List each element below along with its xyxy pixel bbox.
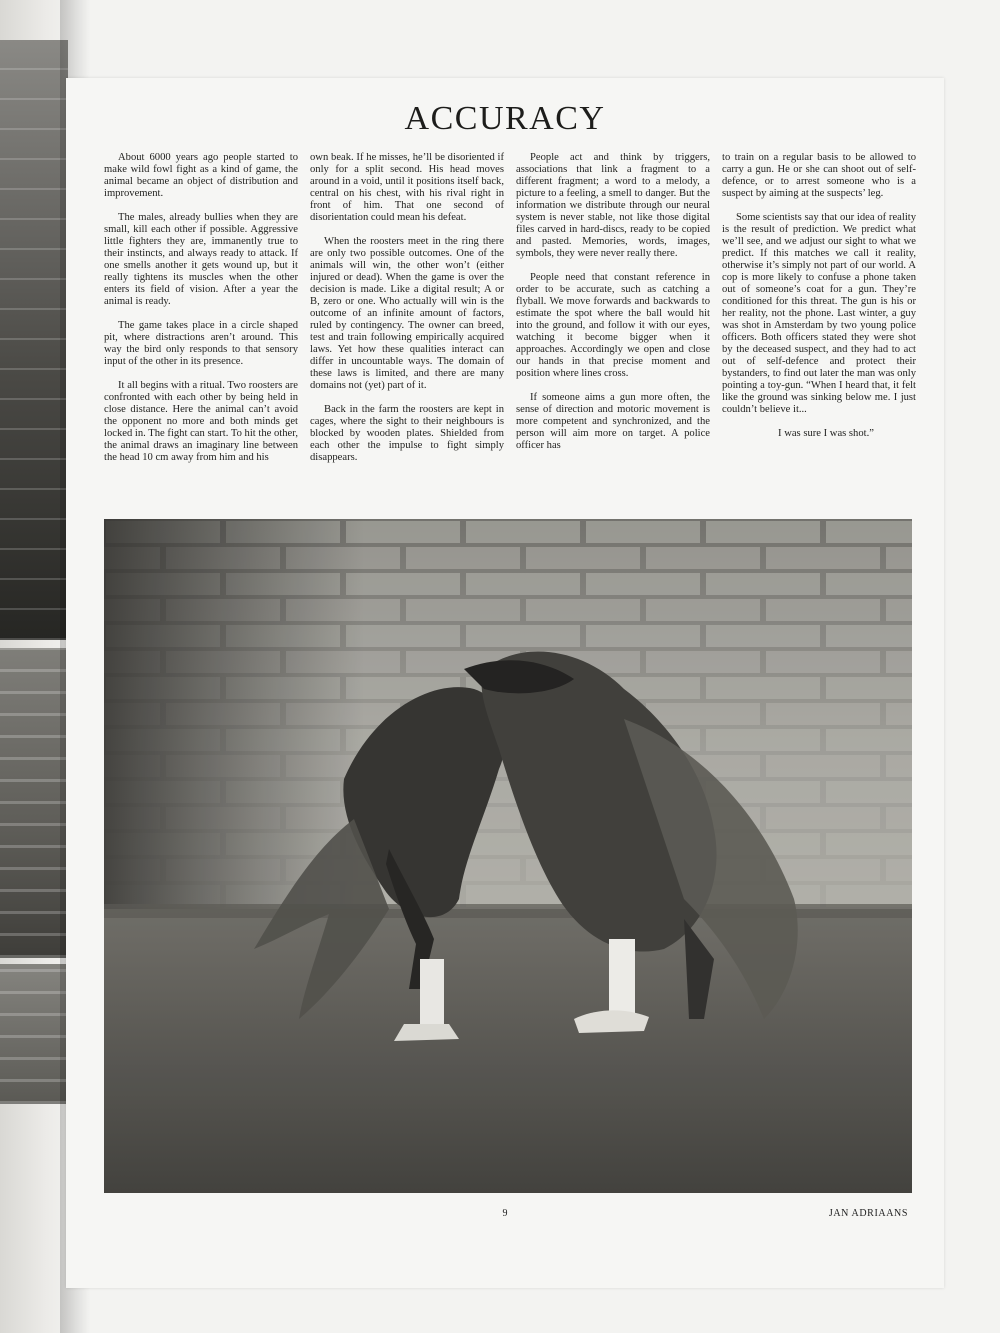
adjacent-photo-middle — [0, 648, 68, 958]
magazine-page — [66, 78, 944, 1288]
text-column-1 — [104, 152, 298, 572]
text-column-2 — [310, 152, 504, 572]
paragraph: I was sure I was shot.” — [778, 428, 874, 439]
paragraph: own beak. If he misses, he’ll be disoriented if only for a split second. His head moves around in a void, until it positions itself back, central on his chest, with his rival right in front of him. That one second of disorientation could mean his defeat. — [310, 152, 504, 223]
paragraph: If someone aims a gun more often, the sense of direction and motoric movement is more competent and synchronized, and the person will aim more on target. A police officer has — [516, 392, 710, 451]
article-body — [104, 152, 916, 572]
paragraph: It all begins with a ritual. Two roosters are confronted with each other by being held in close distance. Here the animal can’t avoid the opponent no more and both minds get locked in. The fight can start. To hit the other, the animal draws an imaginary line between the head 10 cm away from him and his — [104, 380, 298, 463]
text-column-4 — [722, 152, 916, 572]
article-title: ACCURACY — [404, 100, 606, 137]
page-number: 9 — [502, 1208, 508, 1219]
paragraph: About 6000 years ago people started to make wild fowl fight as a kind of game, the animal became an object of distribution and improvement. — [104, 152, 298, 199]
adjacent-photo-top — [0, 40, 68, 640]
paragraph: The game takes place in a circle shaped pit, where distractions aren’t around. This way the bird only responds to that sensory input of the other in its presence. — [104, 320, 298, 367]
paragraph: People need that constant reference in order to be accurate, such as catching a flyball. We move forwards and backwards to estimate the spot where the ball would hit into the ground, and follow it with our eyes, watching it become bigger when it approaches. Accordingly we open and close our hands in that precise moment and position where lines cross. — [516, 272, 710, 379]
text-column-3 — [516, 152, 710, 572]
paragraph: When the roosters meet in the ring there are only two possible outcomes. One of the animals will win, the other won’t (either injured or dead). When the game is over the decision is made. Like a digital result; A or B, zero or one. Who actually will win is the outcome of an infinite amount of factors, ruled by contingency. The owner can breed, test and train following empirically acquired laws. Yet how these qualities interact can differ in uncountable ways. The domain of these laws is limited, and there are many domains not (yet) part of it. — [310, 236, 504, 391]
paragraph: to train on a regular basis to be allowed to carry a gun. He or she can shoot out of self-defence, or to arrest someone who is a suspect by aiming at the suspects’ leg. — [722, 152, 916, 199]
rooster-fight-photo — [104, 519, 912, 1193]
paragraph: Some scientists say that our idea of reality is the result of prediction. We predict what we’ll see, and we adjust our sight to what we predict. If this matches we call it reality, otherwise it’s simply not part of our world. A cop is more likely to confuse a phone taken out of someone’s coat for a gun. They’re conditioned for this threat. The gun is his or her reality, not the phone. Last winter, a guy was shot in Amsterdam by two young police officers. Both officers stated they were shot by the deceased suspect, and they had to act out of self-defence and protect their bystanders, to find out later the man was only pointing a toy-gun. “When I heard that, it felt like the ground was sinking below me. I just couldn’t believe it... — [722, 212, 916, 415]
adjacent-photo-bottom — [0, 964, 68, 1104]
paragraph: Back in the farm the roosters are kept in cages, where the sight to their neighbours is blocked by wooden plates. Shielded from each other the impulse to fight simply disappears. — [310, 404, 504, 463]
paragraph: People act and think by triggers, associations that link a fragment to a different fragment; a word to a melody, a picture to a feeling, a smell to danger. But the information we distribute through our neural system is never stable, not like those digital files carved in hard-discs, ready to be copied and pasted. Memories, words, images, symbols, they were never really there. — [516, 152, 710, 259]
paragraph: The males, already bullies when they are small, kill each other if possible. Aggressive little fighters they are, immanently true to their instincts, and always ready to attack. If one smells another it gets wound up, but it really tightens its muscles when the other enters its field of vision. After a year the animal is ready. — [104, 212, 298, 307]
author-name: JAN ADRIAANS — [828, 1208, 908, 1219]
